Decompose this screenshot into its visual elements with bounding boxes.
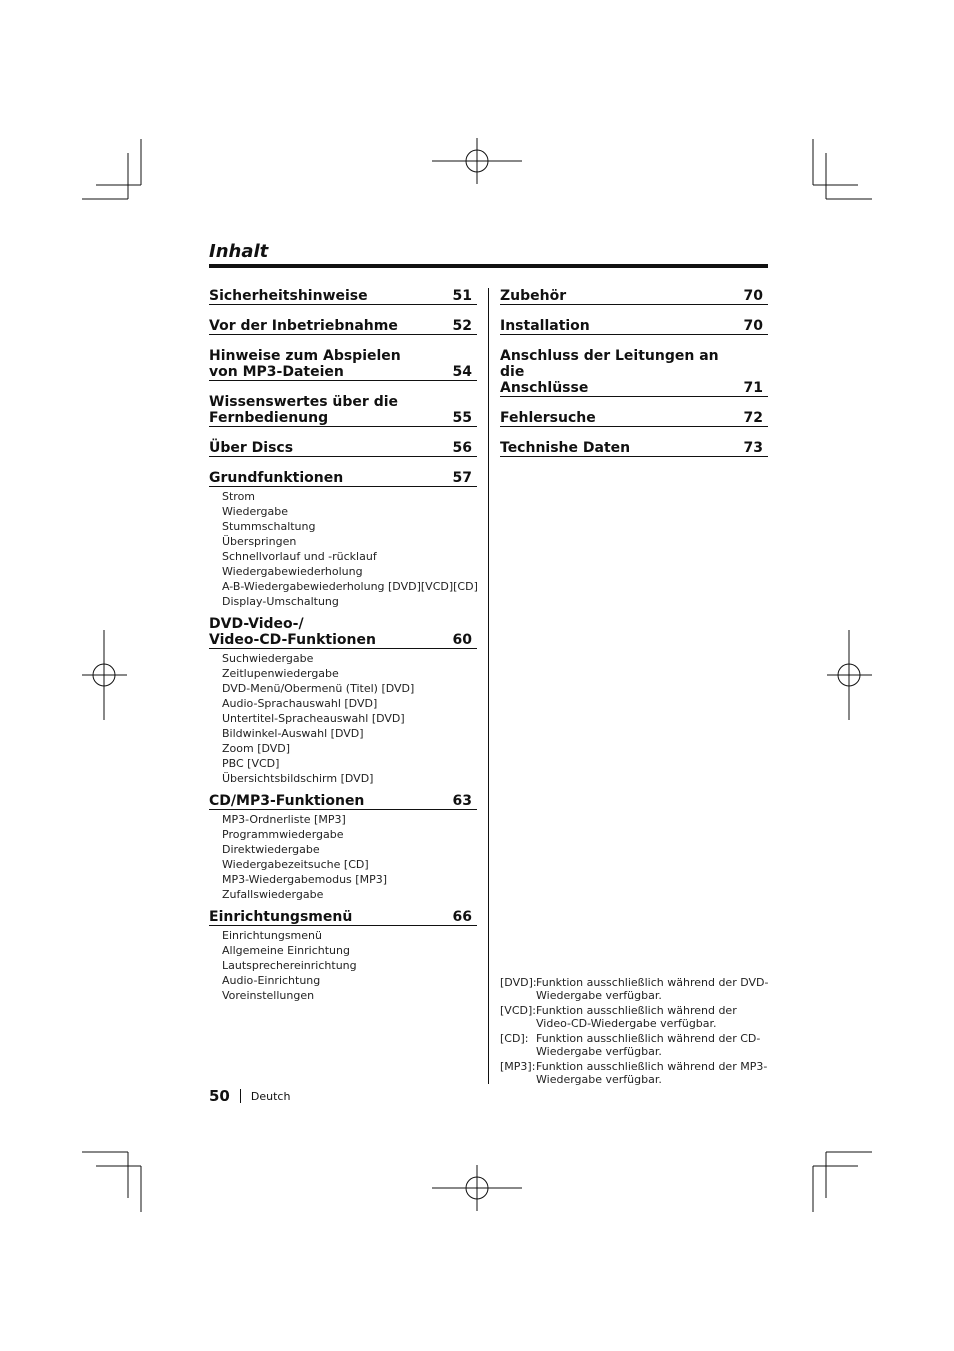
toc-entry [209, 318, 477, 335]
toc-entry [209, 470, 477, 609]
toc-entry-title: Technishe Daten [500, 440, 631, 456]
toc-subitem: Voreinstellungen [222, 989, 315, 1002]
toc-entry-page: 63 [452, 793, 472, 809]
toc-subitem: Audio-Sprachauswahl [DVD] [222, 697, 378, 710]
toc-entry-page: 70 [743, 318, 763, 334]
toc-entry-page: 72 [743, 410, 763, 426]
availability-notes [500, 976, 770, 1088]
toc-entry-title: Fehlersuche [500, 410, 596, 426]
toc-entry-heading [209, 909, 477, 926]
footer-separator [240, 1089, 241, 1103]
toc-entry-title: Wissenswertes über die Fernbedienung [209, 394, 399, 426]
toc-entry [209, 793, 477, 902]
toc-entry [500, 318, 768, 335]
toc-subitem: Allgemeine Einrichtung [222, 944, 350, 957]
toc-subitem: MP3-Wiedergabemodus [MP3] [222, 873, 387, 886]
toc-entry-title: Vor der Inbetriebnahme [209, 318, 398, 334]
toc-subitem: Übersichtsbildschirm [DVD] [222, 772, 374, 785]
toc-entry-title: Einrichtungsmenü [209, 909, 353, 925]
toc-subitem: Lautsprechereinrichtung [222, 959, 357, 972]
toc-subitem: Strom [222, 490, 256, 503]
toc-entry-title: Grundfunktionen [209, 470, 344, 486]
toc-entry-page: 60 [452, 632, 472, 648]
note-text: Funktion ausschließlich während der CD-Wiedergabe verfügbar. [536, 1032, 761, 1058]
toc-subitem: Schnellvorlauf und -rücklauf [222, 550, 377, 563]
toc-subitem: Bildwinkel-Auswahl [DVD] [222, 727, 364, 740]
note-text: Funktion ausschließlich während der DVD-Wiedergabe verfügbar. [536, 976, 769, 1002]
toc-entry-heading [500, 440, 768, 457]
toc-subitem: Stummschaltung [222, 520, 316, 533]
toc-entry [209, 440, 477, 457]
toc-sublist [209, 928, 477, 1003]
note-tag: [CD]: [500, 1032, 529, 1045]
toc-subitem: Display-Umschaltung [222, 595, 339, 608]
toc-entry-title: Anschluss der Leitungen an die Anschlüsse [500, 348, 719, 396]
toc-entry-page: 51 [452, 288, 472, 304]
toc-entry [500, 288, 768, 305]
toc-entry-heading [209, 394, 477, 427]
note-row [500, 1060, 770, 1086]
toc-entry-page: 71 [743, 380, 763, 396]
toc-entry [209, 909, 477, 1003]
toc-entry-heading [209, 616, 477, 649]
toc-sublist [209, 489, 477, 609]
note-row [500, 1032, 770, 1058]
page-title: Inhalt [209, 241, 269, 262]
page-number: 50 [209, 1087, 230, 1105]
toc-entry-heading [209, 288, 477, 305]
toc-subitem: Untertitel-Spracheauswahl [DVD] [222, 712, 405, 725]
toc-entry-heading [500, 288, 768, 305]
toc-entry-page: 73 [743, 440, 763, 456]
toc-subitem: Überspringen [222, 535, 297, 548]
toc-entry-page: 56 [452, 440, 472, 456]
column-divider [488, 288, 489, 1084]
toc-entry-page: 70 [743, 288, 763, 304]
toc-entry-heading [209, 318, 477, 335]
toc-subitem: Einrichtungsmenü [222, 929, 322, 942]
toc-subitem: Suchwiedergabe [222, 652, 314, 665]
toc-subitem: Wiedergabezeitsuche [CD] [222, 858, 369, 871]
title-rule [209, 264, 768, 268]
toc-entry-heading [209, 470, 477, 487]
toc-entry [209, 394, 477, 427]
toc-subitem: MP3-Ordnerliste [MP3] [222, 813, 346, 826]
toc-subitem: Wiedergabewiederholung [222, 565, 363, 578]
toc-subitem: Zoom [DVD] [222, 742, 291, 755]
toc-entry-heading [500, 410, 768, 427]
page-footer [209, 1087, 290, 1105]
toc-entry-page: 66 [452, 909, 472, 925]
toc-subitem: Direktwiedergabe [222, 843, 320, 856]
toc-entry-title: CD/MP3-Funktionen [209, 793, 365, 809]
note-text: Funktion ausschließlich während der Video-CD-Wiedergabe verfügbar. [536, 1004, 737, 1030]
toc-entry-heading [209, 793, 477, 810]
toc-entry [209, 288, 477, 305]
toc-subitem: DVD-Menü/Obermenü (Titel) [DVD] [222, 682, 415, 695]
toc-entry [500, 348, 768, 397]
note-tag: [VCD]: [500, 1004, 536, 1017]
note-row [500, 976, 770, 1002]
toc-subitem: PBC [VCD] [222, 757, 280, 770]
toc-sublist [209, 812, 477, 902]
footer-language: Deutch [250, 1089, 291, 1103]
toc-entry-page: 54 [452, 364, 472, 380]
toc-entry [500, 440, 768, 457]
toc-entry-title: Zubehör [500, 288, 567, 304]
toc-entry [209, 616, 477, 786]
toc-subitem: A-B-Wiedergabewiederholung [DVD][VCD][CD] [222, 580, 478, 593]
toc-left-column [209, 288, 477, 1003]
note-text: Funktion ausschließlich während der MP3-Wiedergabe verfügbar. [536, 1060, 768, 1086]
toc-right-column [500, 288, 768, 457]
toc-entry [500, 410, 768, 427]
toc-entry-page: 55 [452, 410, 472, 426]
toc-entry-page: 52 [452, 318, 472, 334]
toc-entry [209, 348, 477, 381]
toc-entry-heading [209, 348, 477, 381]
toc-subitem: Wiedergabe [222, 505, 289, 518]
toc-entry-heading [209, 440, 477, 457]
toc-sublist [209, 651, 477, 786]
toc-subitem: Zeitlupenwiedergabe [222, 667, 339, 680]
toc-entry-heading [500, 318, 768, 335]
toc-entry-title: Hinweise zum Abspielen von MP3-Dateien [209, 348, 401, 380]
toc-entry-heading [500, 348, 768, 397]
toc-entry-title: Sicherheitshinweise [209, 288, 368, 304]
toc-entry-page: 57 [452, 470, 472, 486]
toc-entry-title: Über Discs [209, 440, 294, 456]
toc-entry-title: DVD-Video-/ Video-CD-Funktionen [209, 616, 376, 648]
toc-subitem: Programmwiedergabe [222, 828, 344, 841]
note-tag: [DVD]: [500, 976, 537, 989]
toc-entry-title: Installation [500, 318, 590, 334]
toc-subitem: Audio-Einrichtung [222, 974, 321, 987]
note-row [500, 1004, 770, 1030]
note-tag: [MP3]: [500, 1060, 536, 1073]
toc-subitem: Zufallswiedergabe [222, 888, 324, 901]
